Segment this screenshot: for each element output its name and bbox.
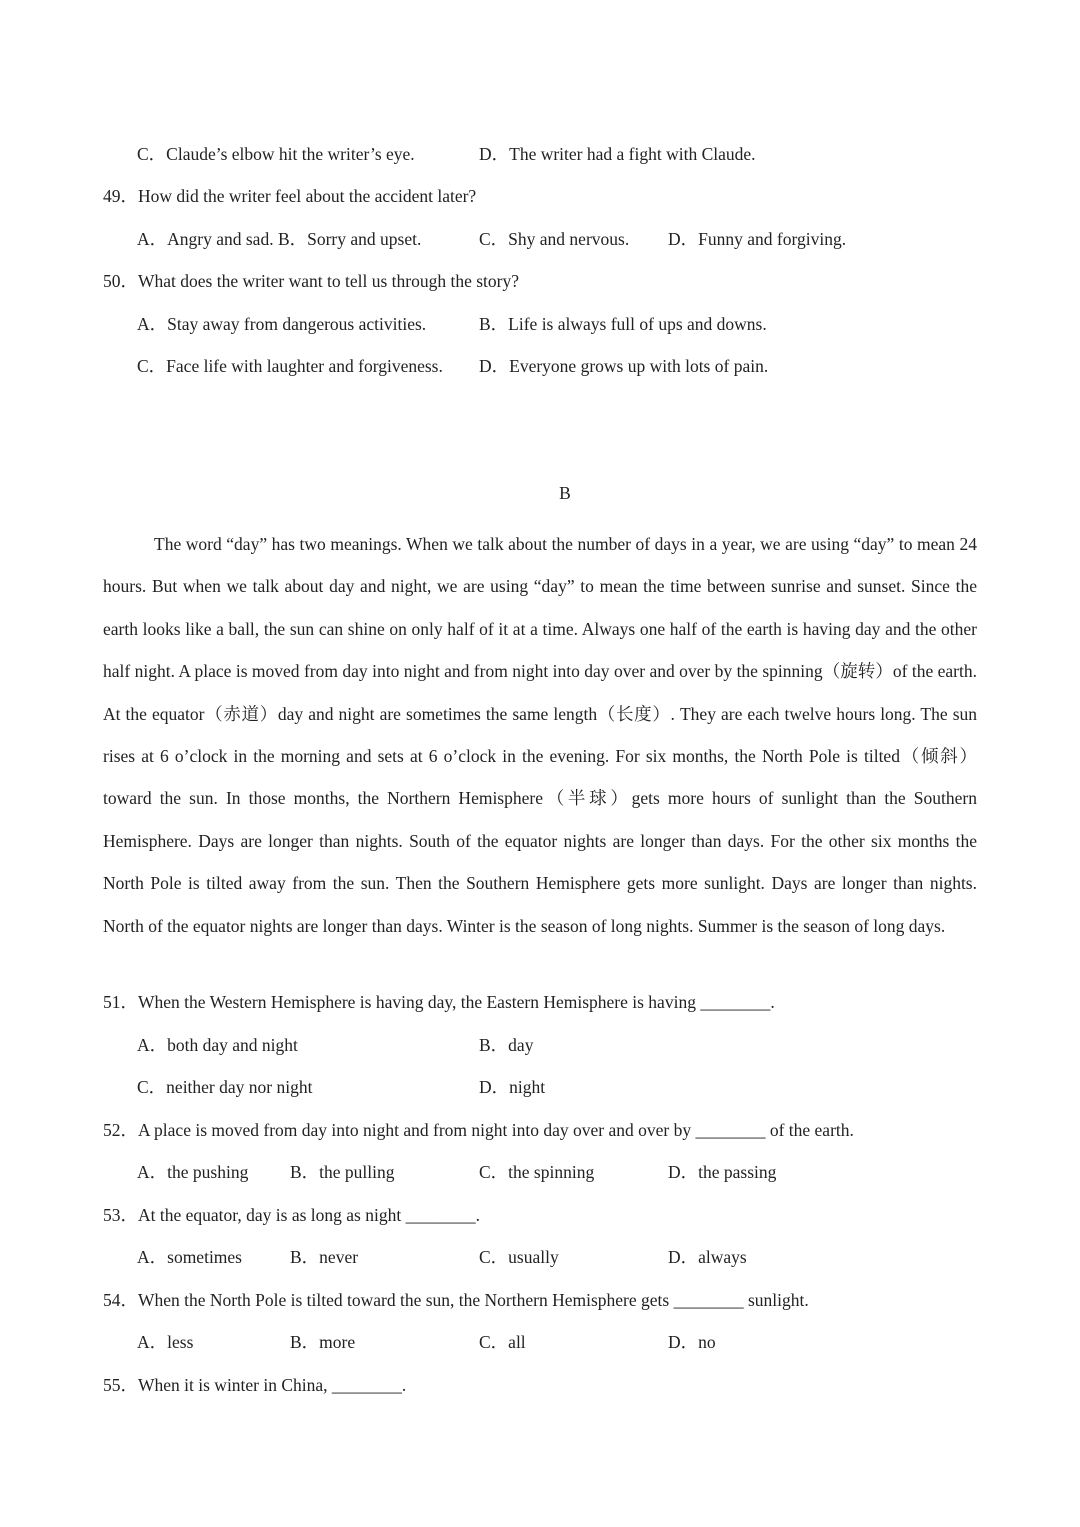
q49-stem: 49．How did the writer feel about the accident later? (103, 186, 477, 206)
reading-passage (103, 523, 977, 947)
q50-option-d: D．Everyone grows up with lots of pain. (479, 356, 769, 376)
q53-option-b: B．never (290, 1247, 359, 1267)
q52-option-b: B．the pulling (290, 1162, 395, 1182)
q54-option-b: B．more (290, 1332, 356, 1352)
q52-option-c: C．the spinning (479, 1162, 595, 1182)
q54-option-c: C．all (479, 1332, 526, 1352)
q51-option-a: A．both day and night (137, 1035, 298, 1055)
q51-option-b: B．day (479, 1035, 534, 1055)
q48-option-c: C．Claude’s elbow hit the writer’s eye. (137, 144, 415, 164)
q52-option-d: D．the passing (668, 1162, 777, 1182)
q53-stem: 53．At the equator, day is as long as night ________. (103, 1205, 480, 1225)
q48-option-d: D．The writer had a fight with Claude. (479, 144, 756, 164)
section-title: B (559, 483, 571, 503)
q54-option-d: D．no (668, 1332, 716, 1352)
q50-option-b: B．Life is always full of ups and downs. (479, 314, 767, 334)
q50-option-c: C．Face life with laughter and forgiveness. (137, 356, 443, 376)
q51-option-c: C．neither day nor night (137, 1077, 313, 1097)
q54-option-a: A．less (137, 1332, 194, 1352)
passage-paragraph: The word “day” has two meanings. When we talk about the number of days in a year, we are using “day” to mean 24 hours. But when we talk about day and night, we are using “day” to mean the time between sunrise and sunset. Since the earth looks like a ball, the sun can shine on only half of it at a time. Always one half of the earth is having day and the other half night. A place is moved from day into night and from night into day over and over by the spinning（旋转）of the earth. At the equator（赤道）day and night are sometimes the same length（长度）. They are each twelve hours long. The sun rises at 6 o’clock in the morning and sets at 6 o’clock in the evening. For six months, the North Pole is tilted（倾斜）toward the sun. In those months, the Northern Hemisphere（半球）gets more hours of sunlight than the Southern Hemisphere. Days are longer than nights. South of the equator nights are longer than days. For the other six months the North Pole is tilted away from the sun. Then the Southern Hemisphere gets more sunlight. Days are longer than nights. North of the equator nights are longer than days. Winter is the season of long nights. Summer is the season of long days. (103, 534, 977, 936)
q49-option-d: D．Funny and forgiving. (668, 229, 847, 249)
q55-stem: 55．When it is winter in China, ________. (103, 1375, 407, 1395)
q50-option-a: A．Stay away from dangerous activities. (137, 314, 427, 334)
q52-stem: 52．A place is moved from day into night and from night into day over and over by ________ of the earth. (103, 1120, 854, 1140)
q50-stem: 50．What does the writer want to tell us through the story? (103, 271, 520, 291)
q51-option-d: D．night (479, 1077, 546, 1097)
q49-option-ab: A．Angry and sad. B．Sorry and upset. (137, 229, 422, 249)
q53-option-d: D．always (668, 1247, 747, 1267)
q49-option-c: C．Shy and nervous. (479, 229, 630, 249)
q54-stem: 54．When the North Pole is tilted toward the sun, the Northern Hemisphere gets ________ sunlight. (103, 1290, 809, 1310)
q52-option-a: A．the pushing (137, 1162, 249, 1182)
q53-option-c: C．usually (479, 1247, 559, 1267)
q51-stem: 51．When the Western Hemisphere is having day, the Eastern Hemisphere is having ________. (103, 992, 775, 1012)
q53-option-a: A．sometimes (137, 1247, 242, 1267)
